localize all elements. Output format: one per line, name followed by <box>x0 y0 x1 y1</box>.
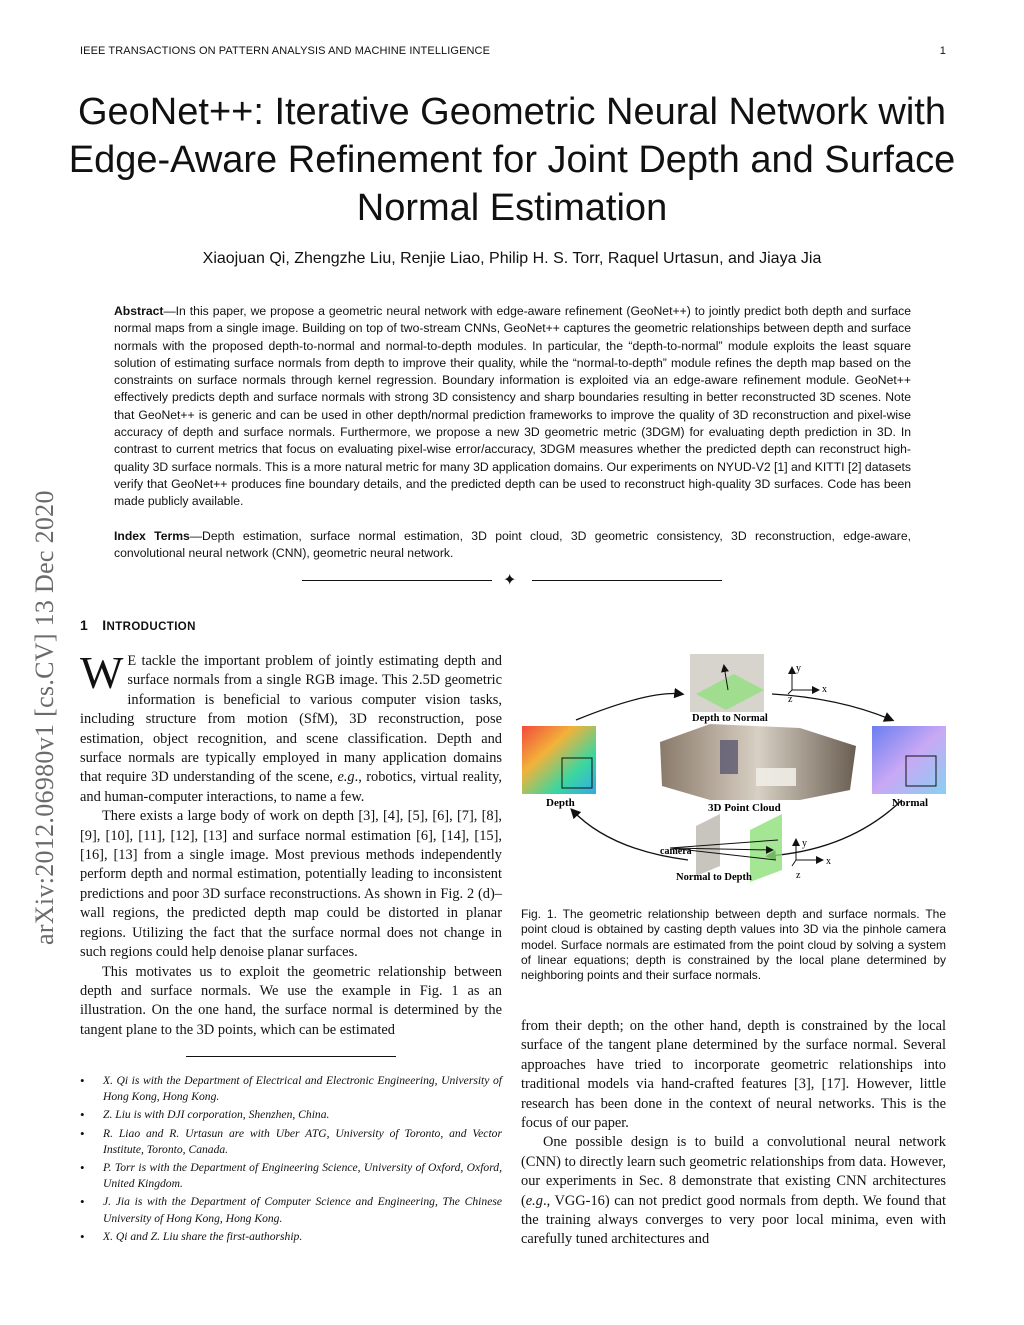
affiliation-footnotes <box>80 1073 502 1247</box>
index-terms-text: —Depth estimation, surface normal estimation, 3D point cloud, 3D geometric consistency, 3D reconstruction, edge-aware, convolutional neural network (CNN), geometric neural network. <box>114 529 911 561</box>
right-column <box>521 1017 946 1250</box>
intro-paragraph-3: This motivates us to exploit the geometric relationship between depth and surface normals. We use the example in Fig. 1 as an illustration. On the one hand, the surface normal is determined by the tangent plane to the 3D points, which can be estimated <box>80 963 502 1038</box>
right-paragraph-2 <box>521 1133 946 1249</box>
figure-1 <box>520 650 948 900</box>
right-p2-a: One possible design is to build a convolutional neural network (CNN) to directly learn such geometric relationships from data. However, our experiments in Sec. 8 demonstrate that existing CNN architectures ( <box>521 1134 947 1209</box>
axis-label-z: z <box>796 870 801 881</box>
journal-name: IEEE TRANSACTIONS ON PATTERN ANALYSIS AND MACHINE INTELLIGENCE <box>80 45 491 57</box>
footnote-item: • P. Torr is with the Department of Engineering Science, University of Oxford, Oxford, United Kingdom. <box>80 1160 502 1192</box>
intro-p1-eg: e.g <box>337 769 355 786</box>
intro-p1-end: ., robotics, virtual reality, and human-computer interactions, to name a few. <box>80 769 502 805</box>
figure-1-caption: Fig. 1. The geometric relationship between depth and surface normals. The point cloud is obtained by casting depth values into 3D via the pinhole camera model. Surface normals are estimated from the point cloud by solving a system of linear equations; depth is constrained by the local plane determined by neighboring points and their surface normals. <box>521 907 946 983</box>
intro-smallcaps: E <box>127 653 137 669</box>
page-number: 1 <box>939 45 946 57</box>
abstract <box>114 303 911 511</box>
separator-diamond-icon: ✦ <box>503 570 517 589</box>
axis-label-x: x <box>826 856 831 867</box>
separator-rule-right <box>532 580 722 581</box>
arrow-depth-to-patch <box>576 694 682 720</box>
footnote-item: • Z. Liu is with DJI corporation, Shenzhen, China. <box>80 1107 502 1123</box>
index-terms-label: Index Terms <box>114 529 190 543</box>
intro-p1-body: tackle the important problem of jointly estimating depth and surface normals from a single RGB image. This 2.5D geometric information is beneficial to various computer vision tasks, including structure from motion (SfM), 3D reconstruction, pose estimation, object recognition, and scene classification. Depth and surface normals are typically employed in many application domains that require 3D understanding of the scene, <box>80 653 502 786</box>
section-title-rest: NTRODUCTION <box>106 621 196 633</box>
left-column <box>80 647 502 1040</box>
paper-title: GeoNet++: Iterative Geometric Neural Network with Edge-Aware Refinement for Joint Depth and Surface Normal Estimation <box>68 91 956 229</box>
point-cloud-image <box>660 724 856 800</box>
axis-label-z: z <box>788 694 793 705</box>
abstract-text: —In this paper, we propose a geometric neural network with edge-aware refinement (GeoNet++) to jointly predict both depth and surface normal maps from a single image. Building on top of two-stream CNNs, GeoNet++ captures the geometric relationships between depth and surface normals with the proposed depth-to-normal and normal-to-depth modules. In particular, the “depth-to-normal” module exploits the least square solution of estimating surface normals from depth to improve their quality, while the “normal-to-depth” module refines the depth map based on the constraints on surface normals through kernel regression. Boundary information is exploited via an edge-aware refinement module. GeoNet++ effectively predicts depth and surface normals with strong 3D consistency and sharp boundaries resulting in better reconstructed 3D scenes. Note that GeoNet++ is generic and can be used in other depth/normal prediction frameworks to improve the quality of 3D reconstruction and pixel-wise accuracy of depth and surface normals. Furthermore, we propose a new 3D geometric metric (3DGM) for evaluating depth prediction in 3D. In contrast to current metrics that focus on evaluating pixel-wise error/accuracy, 3DGM measures whether the predicted depth can reconstruct high-quality 3D surface normals. This is a more natural metric for many 3D application domains. Our experiments on NYUD-V2 [1] and KITTI [2] datasets verify that GeoNet++ produces fine boundary details, and the predicted depth can be used to reconstruct high-quality 3D surfaces. Code has been made publicly available. <box>114 304 911 509</box>
figure-1-diagram <box>520 650 948 900</box>
label-depth: Depth <box>546 797 575 809</box>
axis-label-y: y <box>802 838 807 849</box>
right-p2-b: ., VGG-16) can not predict good normals from depth. We found that the training always converges to very poor local minima, even with carefully tuned architectures and <box>521 1192 946 1248</box>
point-cloud-shelf <box>720 740 738 774</box>
axis-label-y: y <box>796 663 801 674</box>
footnote-item: • J. Jia is with the Department of Computer Science and Engineering, The Chinese University of Hong Kong, Hong Kong. <box>80 1194 502 1226</box>
arxiv-identifier: arXiv:2012.06980v1 [cs.CV] 13 Dec 2020 <box>30 490 59 945</box>
section-number: 1 <box>80 617 89 633</box>
footnote-rule <box>186 1056 396 1057</box>
drop-cap: W <box>80 647 124 698</box>
section-heading <box>80 617 196 633</box>
right-p2-eg: e.g <box>525 1192 543 1209</box>
tangent-plane-bottom <box>750 814 782 882</box>
footnote-item: • X. Qi is with the Department of Electrical and Electronic Engineering, University of Hong Kong, Hong Kong. <box>80 1073 502 1105</box>
point-cloud-sofa <box>756 768 796 786</box>
separator-rule-left <box>302 580 492 581</box>
label-normal: Normal <box>892 797 929 809</box>
footnote-item: • X. Qi and Z. Liu share the first-authorship. <box>80 1229 502 1245</box>
axis-label-x: x <box>822 684 827 695</box>
label-camera: camera <box>660 846 692 857</box>
label-normal-to-depth: Normal to Depth <box>676 872 752 883</box>
intro-paragraph-1 <box>80 647 502 807</box>
normal-map-image <box>872 726 946 794</box>
label-point-cloud: 3D Point Cloud <box>708 802 781 814</box>
right-paragraph-1: from their depth; on the other hand, depth is constrained by the local surface of the tangent plane determined by the surface normal. Several approaches have tried to incorporate geometric relationships into traditional models via hand-crafted features [3], [17]. However, little research has been done in the context of neural networks. This is the focus of our paper. <box>521 1018 946 1132</box>
depth-map-image <box>522 726 596 794</box>
running-header <box>80 45 946 57</box>
abstract-label: Abstract <box>114 304 164 318</box>
arrow-normal-to-patch <box>768 800 902 856</box>
label-depth-to-normal: Depth to Normal <box>692 713 768 724</box>
axis-z-bottom <box>792 860 796 866</box>
index-terms <box>114 528 911 563</box>
section-title-initial: I <box>102 617 107 633</box>
intro-paragraph-2: There exists a large body of work on depth [3], [4], [5], [6], [7], [8], [9], [10], [11], [12], [13] and surface normal estimation [6], [14], [15], [16], [13] from a single image. Most previous methods independently perform depth and normal estimation, potentially leading to inconsistent predictions and poor 3D surface reconstructions. As shown in Fig. 2 (d)– wall regions, the predicted depth map could be distorted in planar regions. Utilizing the fact that the surface normal does not change in such regions could help denoise planar surfaces. <box>80 808 502 961</box>
author-list: Xiaojuan Qi, Zhengzhe Liu, Renjie Liao, Philip H. S. Torr, Raquel Urtasun, and Jiaya Jia <box>202 250 822 267</box>
footnote-item: • R. Liao and R. Urtasun are with Uber ATG, University of Toronto, and Vector Institute, Toronto, Canada. <box>80 1126 502 1158</box>
